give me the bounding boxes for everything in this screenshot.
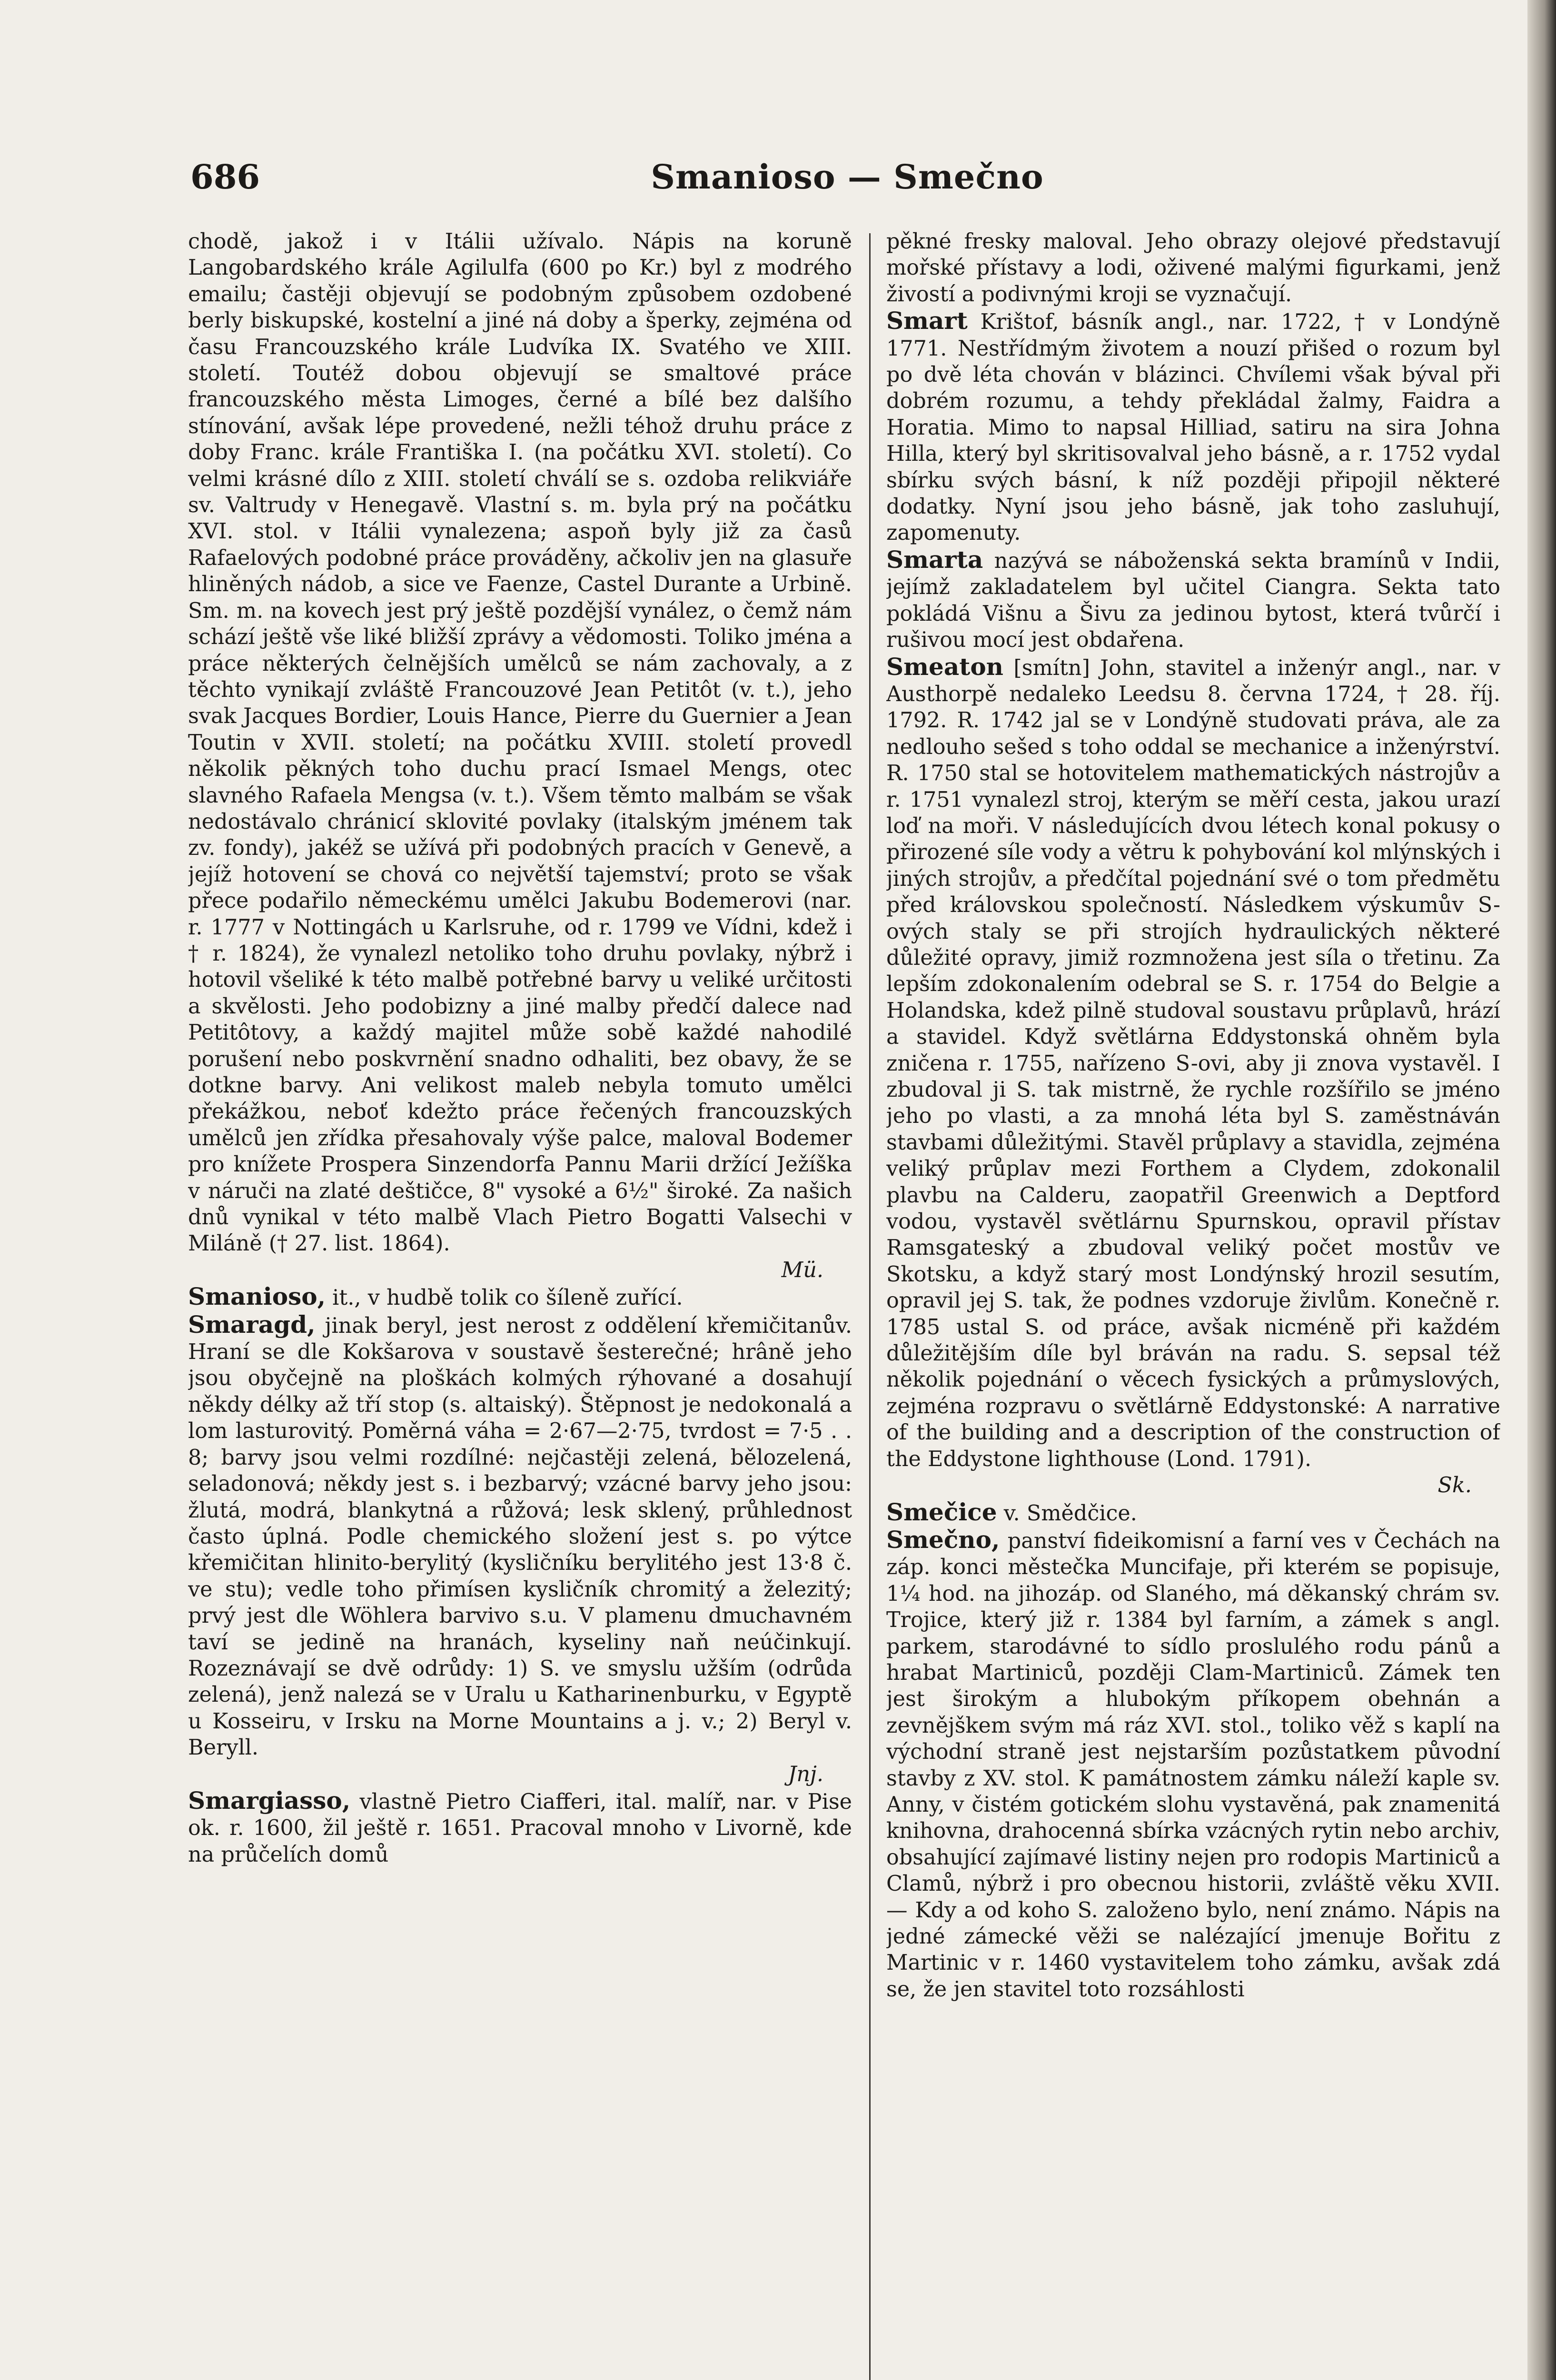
entry-headword: Smarta: [886, 545, 983, 574]
entry-smanioso: [188, 1283, 852, 1311]
entry-headword: Smanioso,: [188, 1282, 326, 1311]
entry-text: pěkné fresky maloval. Jeho obrazy olejové představují mořské přístavy a lodi, oživené malými figurkami, jenž živostí a podivnými kroji se vyznačují.: [886, 229, 1500, 307]
entry-text: panství fideikomisní a farní ves v Čechách na záp. konci městečka Muncifaje, při kterém se popisuje, 1¼ hod. na jihozáp. od Slaného, má děkanský chrám sv. Trojice, který již r. 1384 byl farním, a zámek s angl. parkem, starodávné to sídlo proslulého rodu pánů a hrabat Martiniců, později Clam-Martiniců. Zámek ten jest širokým a hlubokým příkopem obehnán a zevnějškem svým má ráz XVI. stol., toliko věž s kaplí na východní straně jest nejstarším pozůstatkem původní stavby z XV. stol. K památnostem zámku náleží kaple sv. Anny, v čistém gotickém slohu vystavěná, pak znamenitá knihovna, drahocenná sbírka vzácných rytin nebo archiv, obsahující zajímavé listiny nejen pro rodopis Martiniců a Clamů, nýbrž i pro obecnou historii, zvláště věku XVII. — Kdy a od koho S. založeno bylo, není známo. Nápis na jedné zámecké věži se nalézající jmenuje Bořitu z Martinic v r. 1460 vystavitelem toho zámku, avšak zdá se, že jen stavitel toto rozsáhlosti: [886, 1528, 1500, 2002]
entry-text: vlastně Pietro Ciafferi, ital. malíř, nar. v Pise ok. r. 1600, žil ještě r. 1651. Pracoval mnoho v Livorně, kde na průčelích domů: [188, 1789, 852, 1867]
entry-smargiasso-continuation: [886, 228, 1500, 307]
right-column: [886, 228, 1500, 2380]
entry-smaragd: [188, 1311, 852, 1787]
entry-headword: Smargiasso,: [188, 1786, 351, 1815]
entry-smarta: [886, 546, 1500, 654]
entry-text: v. Smědčice.: [1003, 1501, 1137, 1526]
entry-smecice: [886, 1499, 1500, 1527]
entry-text: nazývá se náboženská sekta bramínů v Indii, jejímž zakladatelem byl učitel Ciangra. Sekta tato pokládá Višnu a Šivu za jedinou bytost, která tvůrčí i rušivou mocí jest obdařena.: [886, 548, 1500, 653]
entry-text: Krištof, básník angl., nar. 1722, † v Londýně 1771. Nestřídmým životem a nouzí přišed o rozum byl po dvě léta chován v blázinci. Chvílemi však býval při dobrém rozumu, a tehdy překládal žalmy, Faidra a Horatia. Mimo to napsal Hilliad, satiru na sira Johna Hilla, který byl skritisovalval jeho básně, a r. 1752 vydal sbírku svých básní, k níž později připojil některé dodatky. Nyní jsou jeho básně, jak toho zasluhují, zapomenuty.: [886, 310, 1500, 545]
entry-headword: Smart: [886, 307, 968, 335]
scan-edge-shadow: [1527, 0, 1556, 2380]
page-number: 686: [190, 157, 260, 197]
column-divider: [869, 233, 871, 2380]
author-signature: Sk.: [1437, 1473, 1472, 1498]
entry-smeaton: [886, 654, 1500, 1499]
entry-headword: Smaragd,: [188, 1310, 316, 1339]
entry-smalt-continuation: [188, 228, 852, 1283]
author-signature: Mü.: [781, 1258, 823, 1282]
entry-smart: [886, 307, 1500, 546]
entry-text: [smítn] John, stavitel a inženýr angl., nar. v Austhorpě nedaleko Leedsu 8. června 1724, † 28. říj. 1792. R. 1742 jal se v Londýně studovati práva, ale za nedlouho sešed s toho oddal se mechanice a inženýrství. R. 1750 stal se hotovitelem mathematických nástrojův a r. 1751 vynalezl stroj, kterým se měří cesta, jakou urazí loď na moři. V následujících dvou létech konal pokusy o přirozené síle vody a větru k pohybování kol mlýnských i jiných strojův, a předčítal pojednání své o tom předmětu před královskou společností. Následkem výskumův S-ových staly se při strojích hydraulických některé důležité opravy, jimiž rozmnožena jest síla o třetinu. Za lepším zdokonalením odebral se S. r. 1754 do Belgie a Holandska, kdež pilně studoval soustavu průplavů, hrází a stavidel. Když světlárna Eddystonská ohněm byla zničena r. 1755, nařízeno S-ovi, aby ji znova vystavěl. I zbudoval ji S. tak mistrně, že rychle rozšířilo se jméno jeho po vlasti, a za mnohá léta byl S. zaměstnáván stavbami důležitými. Stavěl průplavy a stavidla, zejména veliký průplav mezi Forthem a Clydem, zdokonalil plavbu na Calderu, zaopatřil Greenwich a Deptford vodou, vystavěl světlárnu Spurnskou, opravil přístav Ramsgateský a zbudoval veliký počet mostův ve Skotsku, a když starý most Londýnský hrozil sesutím, opravil jej S. tak, že podnes vzdoruje živlům. Konečně r. 1785 ustal S. od práce, avšak nicméně při každém důležitějším díle byl bráván na radu. S. sepsal též několik pojednání o věcech fysických a průmyslových, zejména rozpravu o světlárně Eddystonské: A narrative of the building and a description of the construction of the Eddystone lighthouse (Lond. 1791).: [886, 655, 1500, 1471]
left-column: [188, 228, 852, 2380]
entry-text: it., v hudbě tolik co šíleně zuřící.: [332, 1286, 683, 1310]
entry-headword: Smečice: [886, 1497, 997, 1526]
entry-smargiasso: [188, 1787, 852, 1868]
entry-headword: Smečno,: [886, 1525, 1000, 1554]
page-header: [190, 157, 1504, 214]
entry-text: chodě, jakož i v Itálii užívalo. Nápis na koruně Langobardského krále Agilulfa (600 po Kr.) byl z modrého emailu; častěji objevují se podobným způsobem ozdobené berly biskupské, kostelní a jiné ná doby a šperky, zejména od času Francouzského krále Ludvíka IX. Svatého ve XIII. století. Toutéž dobou objevují se smaltové práce francouzského města Limoges, černé a bílé bez dalšího stínování, avšak lépe provedené, nežli téhož druhu práce z doby Franc. krále Františka I. (na počátku XVI. století). Co velmi krásné dílo z XIII. století chválí se s. ozdoba relikviáře sv. Valtrudy v Henegavě. Vlastní s. m. byla prý na počátku XVI. stol. v Itálii vynalezena; aspoň byly již za časů Rafaelových podobné práce prováděny, ačkoliv jen na glasuře hliněných nádob, a sice ve Faenze, Castel Durante a Urbině. Sm. m. na kovech jest prý ještě pozdější vynález, o čemž nám schází ještě vše liké bližší zprávy a vědomosti. Toliko jména a práce některých čelnějších umělců se nám zachovaly, a z těchto vynikají zvláště Francouzové Jean Petitôt (v. t.), jeho svak Jacques Bordier, Louis Hance, Pierre du Guernier a Jean Toutin v XVII. století; na počátku XVIII. století provedl několik pěkných toho duchu prací Ismael Mengs, otec slavného Rafaela Mengsa (v. t.). Všem těmto malbám se však nedostávalo chránicí sklovité povlaky (italským jménem tak zv. fondy), jakéž se užívá při podobných pracích v Genevě, a jejíž hotovení se chová co největší tajemství; proto se však přece podařilo německému umělci Jakubu Bodemerovi (nar. r. 1777 v Nottingách u Karlsruhe, od r. 1799 ve Vídni, kdež i † r. 1824), že vynalezl netoliko toho druhu povlaky, nýbrž i hotovil všeliké k této malbě potřebné barvy u veliké určitosti a skvělosti. Jeho podobizny a jiné malby předčí dalece nad Petitôtovy, a každý majitel může sobě každé nahodilé porušení nebo poskvrnění snadno odhaliti, bez obavy, že se dotkne barvy. Ani velikost maleb nebyla tomuto umělci překážkou, neboť kdežto práce řečených francouzských umělců jen zřídka přesahovaly výše palce, maloval Bodemer pro knížete Prospera Sinzendorfa Pannu Marii držící Ježíška v náruči na zlaté deštičce, 8" vysoké a 6½" široké. Za našich dnů vynikal v této malbě Vlach Pietro Bogatti Valsechi v Miláně († 27. list. 1864).: [188, 229, 852, 1256]
author-signature: Jnj.: [788, 1762, 823, 1786]
running-head: Smanioso — Smečno: [651, 157, 1044, 197]
entry-headword: Smeaton: [886, 652, 1004, 681]
entry-text: jinak beryl, jest nerost z oddělení křemičitanův. Hraní se dle Kokšarova v soustavě šesterečné; hrâně jeho jsou obyčejně na ploškách kolmých rýhované a dosahují někdy délky až tří stop (s. altaiský). Štěpnost je nedokonalá a lom lasturovitý. Poměrná váha = 2·67—2·75, tvrdost = 7·5 . . 8; barvy jsou velmi rozdílné: nejčastěji zelená, bělozelená, seladonová; někdy jest s. i bezbarvý; vzácné barvy jeho jsou: žlutá, modrá, blankytná a růžová; lesk sklený, průhlednost často úplná. Podle chemického složení jest s. po výtce křemičitan hlinito-berylitý (kysličníku berylitého jest 13·8 č. ve stu); vedle toho přimísen kysličník chromitý a železitý; prvý jest dle Wöhlera barvivo s.u. V plamenu dmuchavném taví se jedině na hranách, kyseliny naň neúčinkují. Rozeznávají se dvě odrůdy: 1) S. ve smyslu užším (odrůda zelená), jenž nalezá se v Uralu u Katharinenburku, v Egyptě u Kosseiru, v Irsku na Morne Mountains a j. v.; 2) Beryl v. Beryll.: [188, 1313, 852, 1760]
entry-smecno: [886, 1527, 1500, 2003]
